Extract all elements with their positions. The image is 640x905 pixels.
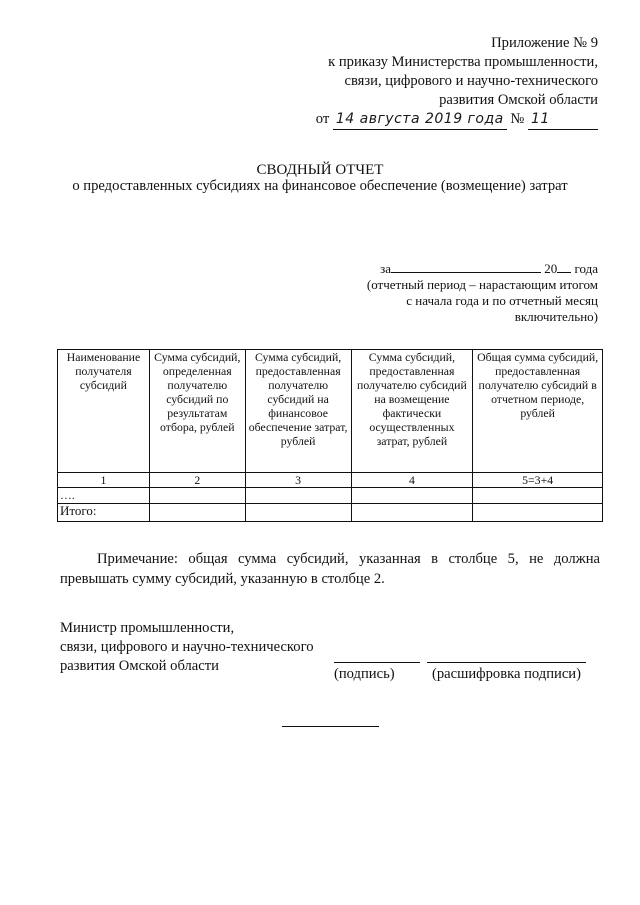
period-blank	[391, 261, 541, 273]
subsidy-report-table	[57, 349, 603, 522]
signature-decode-line	[427, 662, 586, 663]
appendix-line: связи, цифрового и научно-технического	[344, 73, 598, 89]
total-row	[58, 504, 603, 522]
column-header: Наименование получателя субсидий	[58, 350, 150, 473]
ellipsis-cell: ….	[58, 488, 150, 504]
reporting-period	[338, 261, 598, 325]
end-divider	[282, 726, 379, 727]
period-prefix: за	[380, 261, 391, 276]
period-note-line: с начала года и по отчетный месяц	[406, 293, 598, 308]
column-number: 2	[149, 473, 245, 488]
column-number: 4	[351, 473, 473, 488]
handwritten-order-date: 14 августа 2019 года	[333, 110, 507, 130]
period-year-blank	[557, 261, 571, 273]
minister-line: развития Омской области	[60, 658, 219, 674]
number-label: №	[510, 111, 525, 127]
table-cell	[245, 504, 351, 522]
period-year-label: 20	[544, 261, 558, 276]
column-number-row	[58, 473, 603, 488]
order-reference	[316, 110, 598, 130]
period-year-suffix: года	[574, 261, 598, 276]
table-cell	[351, 504, 473, 522]
report-title: СВОДНЫЙ ОТЧЕТ	[256, 162, 384, 178]
table-cell	[473, 488, 603, 504]
column-header: Сумма субсидий, определенная получателю субсидий по результатам отбора, рублей	[149, 350, 245, 473]
table-header-row	[58, 350, 603, 473]
appendix-line: к приказу Министерства промышленности,	[328, 54, 598, 70]
appendix-line: Приложение № 9	[491, 35, 598, 51]
minister-line: Министр промышленности,	[60, 620, 235, 636]
handwritten-order-number: 11	[528, 110, 598, 130]
column-header: Общая сумма субсидий, предоставленная получателю субсидий в отчетном периоде, рублей	[473, 350, 603, 473]
column-header: Сумма субсидий, предоставленная получателю субсидий на финансовое обеспечение затрат, рублей	[245, 350, 351, 473]
footnote-text: Примечание: общая сумма субсидий, указанная в столбце 5, не должна превышать сумму субсидий, указанную в столбце 2.	[60, 551, 600, 587]
table-cell	[473, 504, 603, 522]
signature-label: (подпись)	[334, 666, 395, 682]
appendix-line: развития Омской области	[439, 92, 598, 108]
table-cell	[149, 504, 245, 522]
period-note-line: (отчетный период – нарастающим итогом	[366, 277, 598, 292]
minister-title	[60, 619, 360, 676]
column-number: 1	[58, 473, 150, 488]
table-cell	[149, 488, 245, 504]
column-number: 5=3+4	[473, 473, 603, 488]
table-row	[58, 488, 603, 504]
period-line	[338, 261, 598, 277]
total-label: Итого:	[58, 504, 150, 522]
report-subtitle: о предоставленных субсидиях на финансовое обеспечение (возмещение) затрат	[72, 178, 568, 194]
from-label: от	[315, 111, 330, 127]
table-cell	[351, 488, 473, 504]
signature-line	[334, 662, 420, 663]
table-cell	[245, 488, 351, 504]
signature-decode-label: (расшифровка подписи)	[432, 666, 581, 682]
column-header: Сумма субсидий, предоставленная получателю субсидий на возмещение фактически осуществленных затрат, рублей	[351, 350, 473, 473]
column-number: 3	[245, 473, 351, 488]
period-note-line: включительно)	[514, 309, 598, 324]
appendix-header	[278, 34, 598, 110]
minister-line: связи, цифрового и научно-технического	[60, 639, 314, 655]
